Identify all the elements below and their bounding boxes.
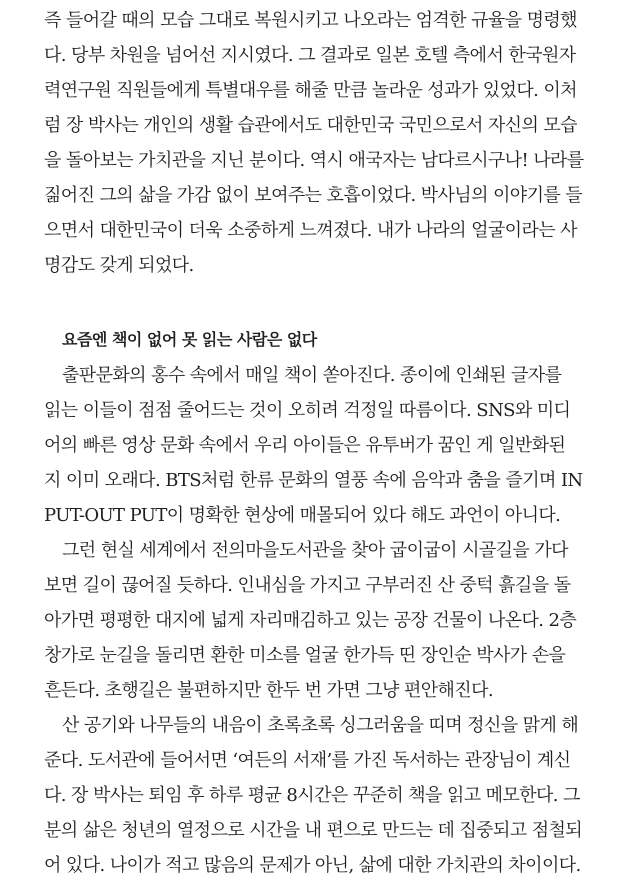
text-line: 산 공기와 나무들의 내음이 초록초록 싱그러움을 띠며 정신을 맑게 해 [62, 715, 579, 736]
text-line: 읽는 이들이 점점 줄어드는 것이 오히려 걱정일 따름이다. SNS와 미디 [44, 400, 571, 421]
text-line: 다. 장 박사는 퇴임 후 하루 평균 8시간은 꾸준히 책을 읽고 메모한다. 그 [44, 785, 580, 806]
text-line: 짊어진 그의 삶을 가감 없이 보여주는 호흡이었다. 박사님의 이야기를 들 [44, 185, 583, 206]
text-line: 력연구원 직원들에게 특별대우를 해줄 만큼 놀라운 성과가 있었다. 이처 [44, 80, 577, 101]
text-line: 럼 장 박사는 개인의 생활 습관에서도 대한민국 국민으로서 자신의 모습 [44, 115, 577, 136]
text-line: 분의 삶은 청년의 열정으로 시간을 내 편으로 만드는 데 집중되고 점철되 [44, 820, 583, 841]
text-line: 어의 빠른 영상 문화 속에서 우리 아이들은 유투버가 꿈인 게 일반화된 [44, 435, 566, 456]
text-line: 지 이미 오래다. BTS처럼 한류 문화의 열풍 속에 음악과 춤을 즐기며 IN [44, 470, 583, 491]
text-line: 보면 길이 끊어질 듯하다. 인내심을 가지고 구부러진 산 중턱 흙길을 돌 [44, 575, 571, 596]
text-line: 창가로 눈길을 돌리면 환한 미소를 얼굴 한가득 띤 장인순 박사가 손을 [44, 645, 566, 666]
text-line: 흔든다. 초행길은 불편하지만 한두 번 가면 그냥 편안해진다. [44, 680, 494, 701]
text-line: 을 돌아보는 가치관을 지닌 분이다. 역시 애국자는 남다르시구나! 나라를 [44, 150, 584, 171]
text-line: 다. 당부 차원을 넘어선 지시였다. 그 결과로 일본 호텔 측에서 한국원자 [44, 45, 576, 66]
text-line: 그런 현실 세계에서 전의마을도서관을 찾아 굽이굽이 시골길을 가다 [62, 540, 568, 561]
text-line: 즉 들어갈 때의 모습 그대로 복원시키고 나오라는 엄격한 규율을 명령했 [44, 10, 577, 31]
section-heading: 요즘엔 책이 없어 못 읽는 사람은 없다 [62, 330, 317, 349]
text-line: 으면서 대한민국이 더욱 소중하게 느껴졌다. 내가 나라의 얼굴이라는 사 [44, 220, 577, 241]
text-line: 준다. 도서관에 들어서면 ‘여든의 서재’를 가진 독서하는 관장님이 계신 [44, 750, 571, 771]
text-line: 어 있다. 나이가 적고 많음의 문제가 아닌, 삶에 대한 가치관의 차이이다. [44, 855, 581, 876]
text-line: 출판문화의 홍수 속에서 매일 책이 쏟아진다. 종이에 인쇄된 글자를 [62, 365, 562, 386]
text-line: PUT-OUT PUT이 명확한 현상에 매몰되어 있다 해도 과언이 아니다. [44, 505, 561, 526]
text-line: 명감도 갖게 되었다. [44, 255, 194, 276]
text-line: 아가면 평평한 대지에 넓게 자리매김하고 있는 공장 건물이 나온다. 2층 [44, 610, 577, 631]
